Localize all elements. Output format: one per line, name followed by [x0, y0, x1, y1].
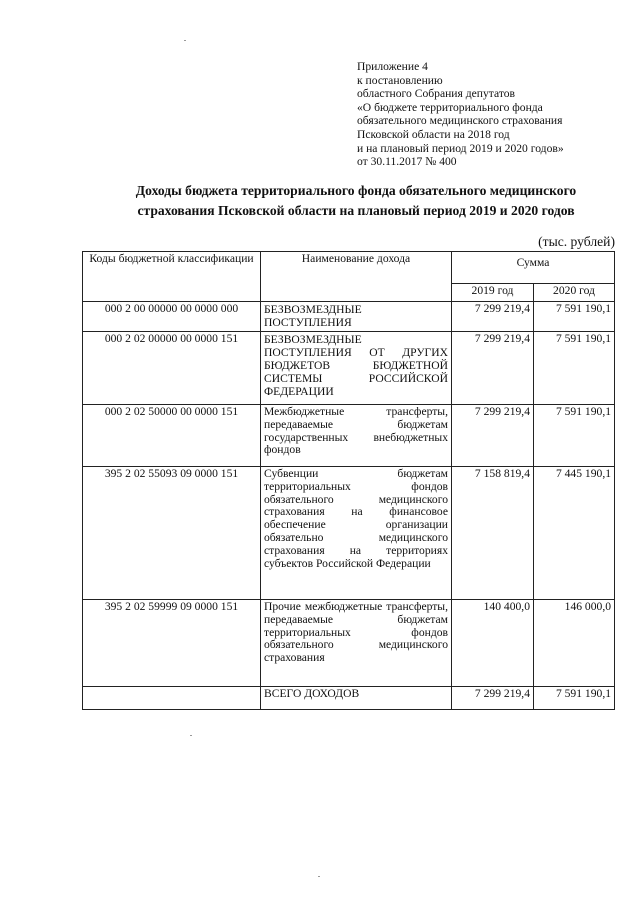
appendix-line: от 30.11.2017 № 400 — [357, 155, 457, 169]
title-line-1: Доходы бюджета территориального фонда обязательного медицинского — [135, 183, 577, 198]
row-value-2020: 7 591 190,1 — [534, 302, 615, 332]
row-code: 395 2 02 55093 09 0000 151 — [83, 467, 261, 600]
row-value-2020: 7 445 190,1 — [534, 467, 615, 600]
table-row-total — [83, 687, 615, 710]
scan-speck — [318, 876, 320, 877]
appendix-line: «О бюджете территориального фонда — [357, 100, 543, 114]
row-name: БЕЗВОЗМЕЗДНЫЕ ПОСТУПЛЕНИЯ — [261, 302, 452, 332]
appendix-line: Приложение 4 — [357, 60, 428, 73]
row-value-2020: 7 591 190,1 — [534, 332, 615, 405]
header-year-2019: 2019 год — [452, 284, 534, 302]
row-value-2020: 146 000,0 — [534, 600, 615, 687]
appendix-line: Псковской области на 2018 год — [357, 127, 510, 141]
row-value-2020: 7 591 190,1 — [534, 687, 615, 710]
row-name: ВСЕГО ДОХОДОВ — [261, 687, 452, 710]
row-name: Прочие межбюджетные трансферты, передаваемые бюджетам территориальных фондов обязательного медицинского страхования — [261, 600, 452, 687]
row-value-2020: 7 591 190,1 — [534, 405, 615, 467]
table-row — [83, 405, 615, 467]
revenue-table — [82, 251, 615, 710]
row-value-2019: 7 299 219,4 — [452, 302, 534, 332]
row-code: 000 2 00 00000 00 0000 000 — [83, 302, 261, 332]
header-name: Наименование дохода — [261, 252, 452, 302]
row-value-2019: 7 299 219,4 — [452, 687, 534, 710]
row-value-2019: 7 299 219,4 — [452, 332, 534, 405]
row-value-2019: 7 158 819,4 — [452, 467, 534, 600]
table-row — [83, 302, 615, 332]
header-year-2020: 2020 год — [534, 284, 615, 302]
row-name: Межбюджетные трансферты, передаваемые бюджетам государственных внебюджетных фондов — [261, 405, 452, 467]
table-row — [83, 332, 615, 405]
table-row — [83, 600, 615, 687]
table-header-row — [83, 252, 615, 284]
scan-speck — [184, 40, 186, 41]
row-name: Субвенции бюджетам территориальных фондов обязательного медицинского страхования на финансовое обеспечение организации обязательно медицинского страхования на территориях субъектов Российской Федерации — [261, 467, 452, 600]
title-line-2: страхования Псковской области на плановый период 2019 и 2020 годов — [137, 203, 575, 218]
row-value-2019: 140 400,0 — [452, 600, 534, 687]
row-name: БЕЗВОЗМЕЗДНЫЕ ПОСТУПЛЕНИЯ ОТ ДРУГИХ БЮДЖЕТОВ БЮДЖЕТНОЙ СИСТЕМЫ РОССИЙСКОЙ ФЕДЕРАЦИИ — [261, 332, 452, 405]
row-code: 000 2 02 50000 00 0000 151 — [83, 405, 261, 467]
appendix-note — [357, 60, 564, 169]
appendix-line: областного Собрания депутатов — [357, 87, 516, 101]
row-code — [83, 687, 261, 710]
appendix-line: и на плановый период 2019 и 2020 годов» — [357, 141, 564, 155]
scan-speck — [190, 735, 192, 736]
units-note: (тыс. рублей) — [538, 234, 615, 249]
document-title — [96, 181, 616, 221]
row-code: 000 2 02 00000 00 0000 151 — [83, 332, 261, 405]
header-sum: Сумма — [452, 252, 615, 284]
header-code: Коды бюджетной классификации — [83, 252, 261, 302]
row-code: 395 2 02 59999 09 0000 151 — [83, 600, 261, 687]
table-row — [83, 467, 615, 600]
row-value-2019: 7 299 219,4 — [452, 405, 534, 467]
appendix-line: обязательного медицинского страхования — [357, 114, 563, 128]
appendix-line: к постановлению — [357, 73, 443, 87]
